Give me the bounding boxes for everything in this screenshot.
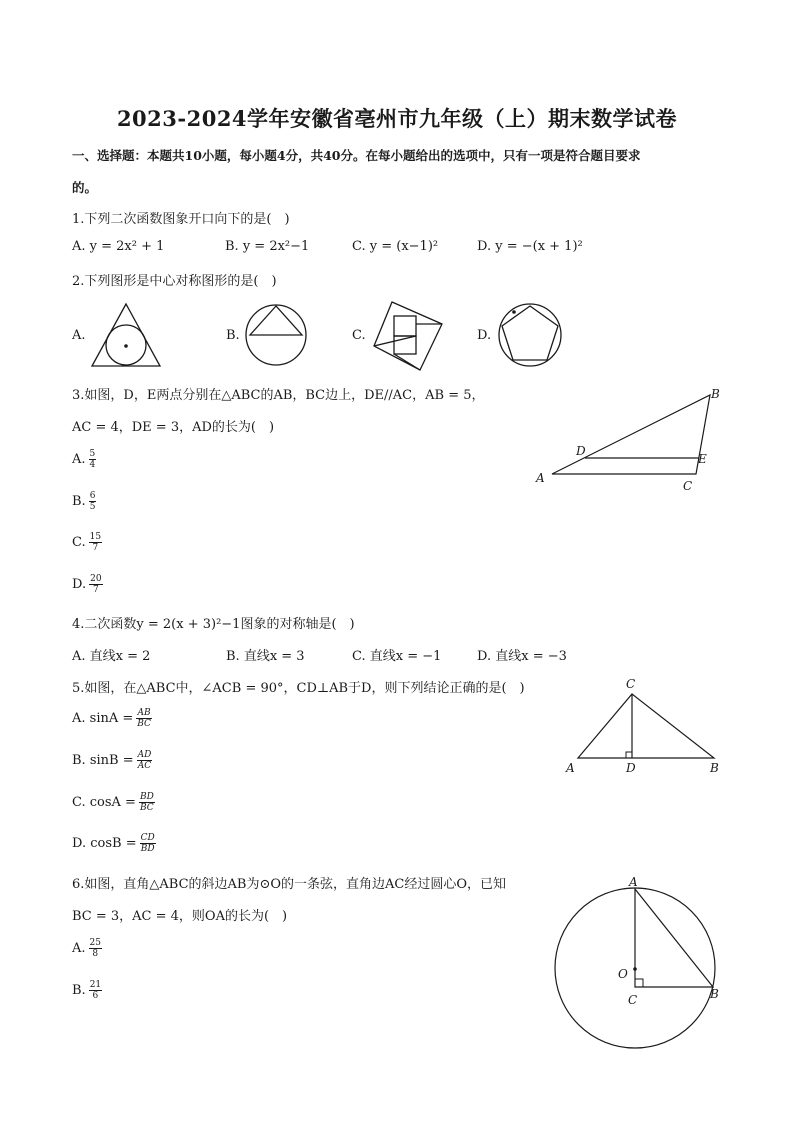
q5-label-c: C [626, 677, 636, 691]
q6-option-b-label: B. [72, 983, 86, 998]
q6-option-a [72, 938, 102, 959]
q3-option-d-label: D. [72, 577, 87, 592]
q5-option-b-den: AC [137, 761, 152, 771]
q6-figure [548, 872, 734, 1052]
q5-option-b-label: B. sinB = [72, 753, 134, 768]
q3-label-e: E [698, 452, 707, 466]
q6-option-a-num: 25 [89, 938, 101, 948]
q3-option-c [72, 532, 102, 553]
q5-label-a: A [566, 761, 575, 775]
q6-label-c: C [628, 993, 638, 1007]
q3-option-b [72, 491, 96, 512]
q6-option-a-den: 8 [92, 949, 99, 959]
q1-option-a: A. y = 2x² + 1 [72, 239, 165, 254]
q1-option-d: D. y = −(x + 1)² [477, 239, 583, 254]
q4-option-d: D. 直线x = −3 [477, 649, 567, 664]
section-heading-line1: 一、选择题：本题共10小题，每小题4分，共40分。在每小题给出的选项中，只有一项是符合题目要求 [72, 148, 641, 163]
q2-figure-a [88, 300, 164, 370]
q3-option-a-den: 4 [89, 460, 96, 470]
q2-label-d: D. [477, 328, 492, 343]
q3-option-c-label: C. [72, 535, 86, 550]
q5-option-c-num: BD [139, 792, 154, 802]
q1-option-c: C. y = (x−1)² [352, 239, 439, 254]
q3-option-c-den: 7 [92, 543, 99, 553]
q2-figure-d [496, 300, 566, 370]
q4-option-c: C. 直线x = −1 [352, 649, 442, 664]
q2-figure-b [244, 302, 310, 368]
q3-option-d-den: 7 [92, 585, 99, 595]
q5-stem: 5.如图，在△ABC中，∠ACB = 90°，CD⊥AB于D，则下列结论正确的是( ) [72, 681, 525, 696]
q3-option-a [72, 449, 96, 470]
q5-option-a-label: A. sinA = [72, 711, 134, 726]
q6-option-b-num: 21 [89, 980, 102, 990]
q3-option-b-den: 5 [89, 502, 96, 512]
q3-label-d: D [576, 444, 586, 458]
q5-option-c [72, 792, 155, 813]
q2-label-b: B. [226, 328, 240, 343]
q5-option-a-num: AB [137, 708, 151, 718]
q5-figure [560, 674, 740, 780]
q4-option-a: A. 直线x = 2 [72, 649, 151, 664]
q5-option-b [72, 750, 152, 771]
q1-stem: 1.下列二次函数图象开口向下的是( ) [72, 212, 290, 227]
q5-option-c-den: BC [140, 803, 154, 813]
q3-option-d [72, 574, 103, 595]
q6-label-a: A [629, 875, 638, 889]
q3-stem-line1: 3.如图，D，E两点分别在△ABC的AB，BC边上，DE//AC，AB = 5， [72, 388, 485, 403]
q5-option-d [72, 833, 156, 854]
q3-option-a-label: A. [72, 452, 86, 467]
q3-label-c: C [683, 479, 693, 493]
q5-option-a-den: BC [137, 719, 151, 729]
q2-label-c: C. [352, 328, 366, 343]
q3-figure [528, 382, 728, 494]
q5-option-d-den: BD [140, 844, 155, 854]
q3-option-a-num: 5 [89, 449, 96, 459]
q3-option-d-num: 20 [90, 574, 102, 584]
q6-stem-line1: 6.如图，直角△ABC的斜边AB为⊙O的一条弦，直角边AC经过圆心O，已知 [72, 877, 507, 892]
q3-option-b-label: B. [72, 494, 86, 509]
section-heading-line2: 的。 [72, 180, 98, 195]
q4-option-b: B. 直线x = 3 [226, 649, 305, 664]
q6-label-b: B [710, 987, 719, 1001]
q3-option-c-num: 15 [89, 532, 102, 542]
q3-option-b-num: 6 [89, 491, 96, 501]
q3-stem-line2: AC = 4，DE = 3，AD的长为( ) [72, 420, 275, 435]
q6-label-o: O [618, 967, 628, 981]
q4-stem: 4.二次函数y = 2(x + 3)²−1图象的对称轴是( ) [72, 617, 355, 632]
q2-label-a: A. [72, 328, 86, 343]
q6-option-a-label: A. [72, 941, 86, 956]
q5-option-c-label: C. cosA = [72, 795, 136, 810]
q3-label-a: A [536, 471, 545, 485]
page-title: 2023-2024学年安徽省亳州市九年级（上）期末数学试卷 [116, 106, 678, 131]
q3-label-b: B [711, 387, 720, 401]
q6-stem-line2: BC = 3，AC = 4，则OA的长为( ) [72, 909, 288, 924]
q5-label-d: D [626, 761, 636, 775]
q6-option-b [72, 980, 102, 1001]
q5-label-b: B [710, 761, 719, 775]
q5-option-d-num: CD [140, 833, 155, 843]
q5-option-a [72, 708, 152, 729]
q5-option-b-num: AD [137, 750, 152, 760]
q1-option-b: B. y = 2x²−1 [225, 239, 310, 254]
q6-option-b-den: 6 [92, 991, 99, 1001]
q2-stem: 2.下列图形是中心对称图形的是( ) [72, 274, 277, 289]
q5-option-d-label: D. cosB = [72, 836, 137, 851]
q2-figure-c [370, 298, 446, 374]
